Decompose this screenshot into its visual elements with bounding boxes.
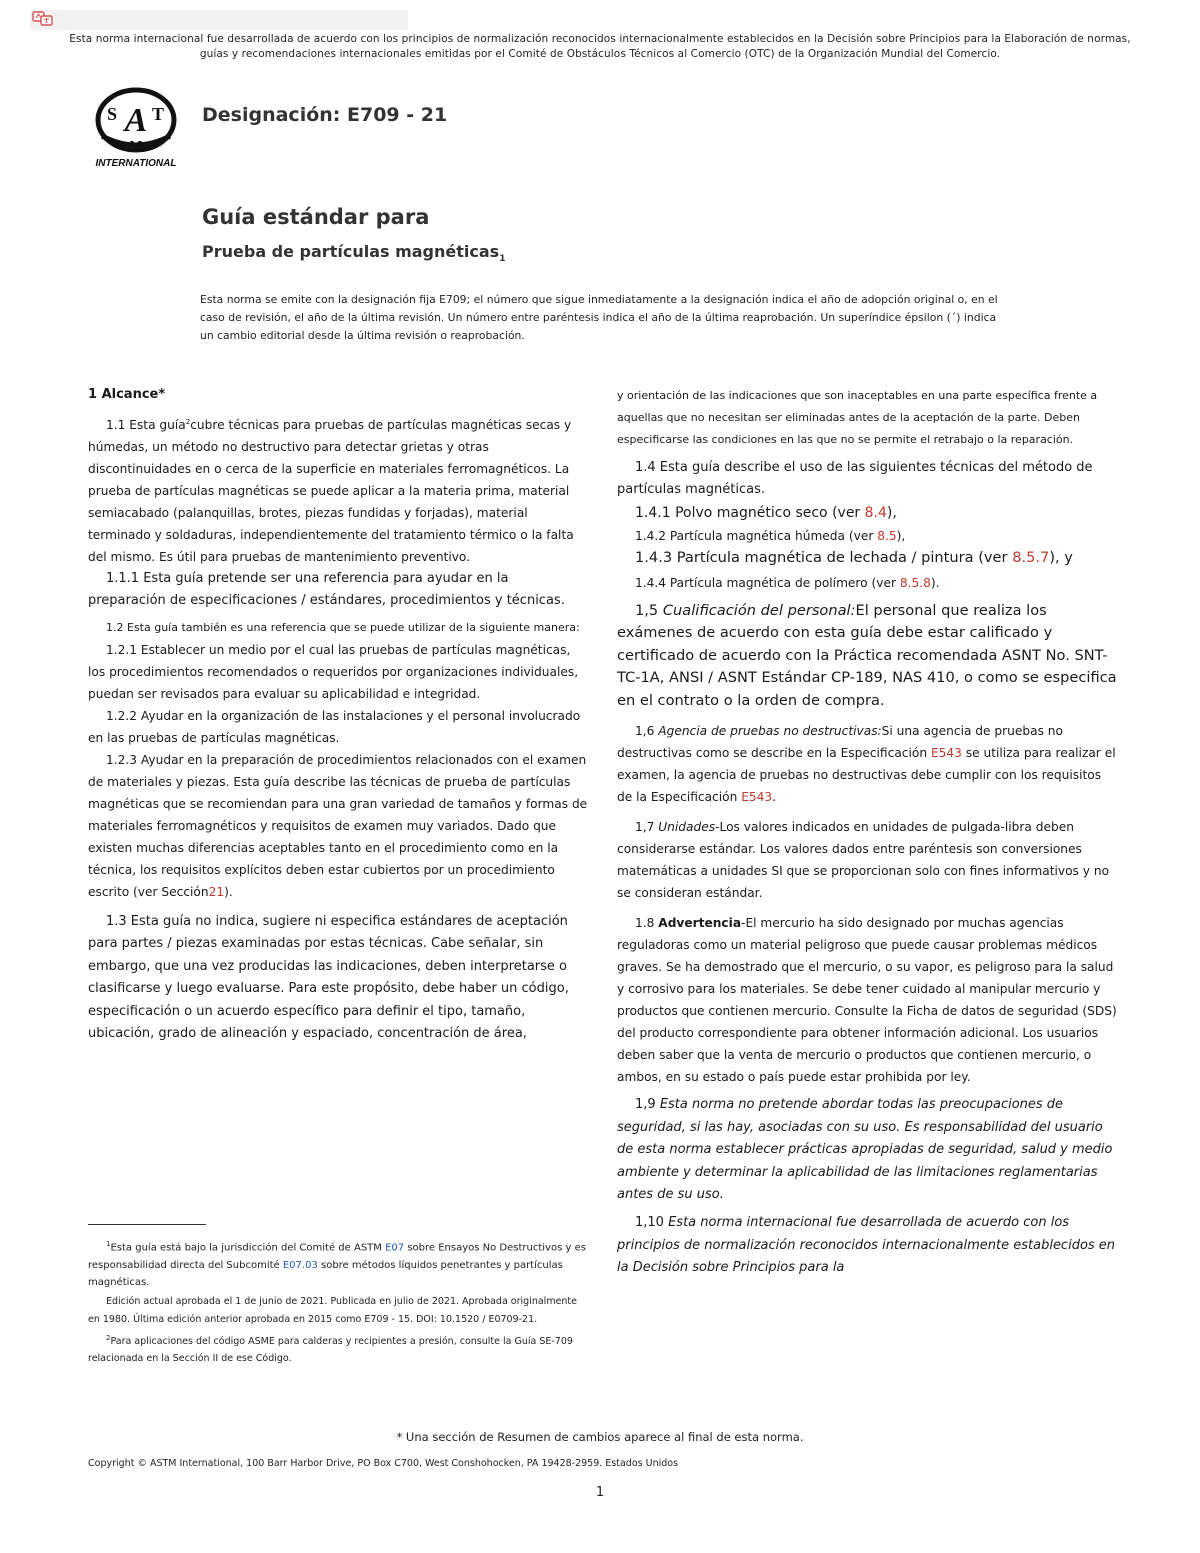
summary-of-changes-note: * Una sección de Resumen de cambios aparece al final de esta norma. [396, 1430, 804, 1444]
para-1-2-1: 1.2.1 Establecer un medio por el cual las pruebas de partículas magnéticas, los procedimientos recomendados o requeridos por organizaciones individuales, puedan ser revisados para evaluar su aplicabilidad e integridad. [88, 642, 579, 701]
footnotes [88, 1236, 588, 1368]
footnote-edition: Edición actual aprobada el 1 de junio de 2021. Publicada en julio de 2021. Aprobada originalmente en 1980. Última edición anterior aprobada en 2015 como E709 - 15. DOI: 10.1520 / E0709-21. [88, 1296, 578, 1325]
ref-e543[interactable]: E543 [741, 790, 773, 805]
para-1-5: 1,5 Cualificación del personal:El personal que realiza los exámenes de acuerdo con esta guía debe estar calificado y certificado de acuerdo con la Práctica recomendada ASNT No. SNT-TC-1A, ANSI / ASNT Estándar CP-189, NAS 410, o como se especifica en el contrato o la orden de compra. [617, 601, 1117, 709]
right-column [617, 385, 1117, 1280]
footnote-divider [88, 1224, 206, 1225]
ref-8-5-8[interactable]: 8.5.8 [899, 575, 931, 590]
para-1-3: 1.3 Esta guía no indica, sugiere ni especifica estándares de aceptación para partes / piezas examinadas por estas técnicas. Cabe señalar, sin embargo, que una vez producidas las indicaciones, deben interpretarse o clasificarse y luego evaluarse. Para este propósito, debe haber un código, especificación o un acuerdo específico para definir el tipo, tamaño, ubicación, grado de alineación y espaciado, concentración de área, [88, 913, 569, 1041]
para-1-4: 1.4 Esta guía describe el uso de las siguientes técnicas del método de partículas magnéticas. [617, 460, 1093, 498]
svg-text:INTERNATIONAL: INTERNATIONAL [95, 158, 177, 169]
svg-text:M: M [129, 139, 143, 154]
para-1-4-3: 1.4.3 Partícula magnética de lechada / pintura (ver 8.5.7), y [635, 549, 1073, 567]
para-1-1: 1.1 Esta guía$^2$cubre técnicas para pruebas de partículas magnéticas secas y húmedas, un método no destructivo para detectar grietas y otras discontinuidades en o cerca de la superficie en materiales ferromagnéticos. La prueba de partículas magnéticas se puede aplicar a la materia prima, material semiacabado (palanquillas, brotes, piezas fundidas y forjadas), material terminado y soldaduras, independientemente del tratamiento térmico o la falta del mismo. Es útil para pruebas de mantenimiento preventivo. [88, 418, 574, 565]
section-ref-21[interactable]: 21 [208, 884, 225, 899]
svg-text:A: A [124, 102, 148, 139]
title-footnote-mark: 1 [499, 254, 506, 265]
para-1-2-3: 1.2.3 Ayudar en la preparación de procedimientos relacionados con el examen de materiales y piezas. Esta guía describe las técnicas de prueba de partículas magnéticas que se recomiendan para una gran variedad de tamaños y formas de materiales ferromagnéticos y requisitos de examen muy variados. Dado que existen muchas diferencias aceptables tanto en el procedimiento como en la técnica, los requisitos explícitos deben estar cubiertos por un procedimiento escrito (ver Sección21). [88, 752, 588, 899]
left-column [88, 385, 588, 1045]
svg-text:T: T [151, 104, 165, 124]
svg-text:S: S [106, 104, 118, 124]
copyright: Copyright © ASTM International, 100 Barr Harbor Drive, PO Box C700, West Conshohocken, PA 19428-2959. Estados Unidos [88, 1458, 679, 1469]
ref-8-5-7[interactable]: 8.5.7 [1012, 549, 1050, 567]
page-number: 1 [595, 1485, 605, 1500]
designation-intro: Esta norma se emite con la designación fija E709; el número que sigue inmediatamente a la designación indica el año de adopción original o, en el caso de revisión, el año de la última revisión. Un número entre paréntesis indica el año de la última reaprobación. Un superíndice épsilon (´) indica un cambio editorial desde la última revisión o reaprobación. [200, 293, 998, 342]
para-1-4-2: 1.4.2 Partícula magnética húmeda (ver 8.5), [635, 529, 906, 544]
para-1-10: 1,10 Esta norma internacional fue desarrollada de acuerdo con los principios de normalización reconocidos internacionalmente establecidos en la Decisión sobre Principios para la [617, 1215, 1116, 1276]
footnote-2: $^2$Para aplicaciones del código ASME para calderas y recipientes a presión, consulte la Guía SE-709 relacionada en la Sección II de ese Código. [88, 1333, 573, 1365]
title-line-1: Guía estándar para [202, 205, 430, 229]
ref-8-5[interactable]: 8.5 [877, 529, 897, 544]
ref-8-4[interactable]: 8.4 [864, 504, 887, 521]
para-1-6: 1,6 Agencia de pruebas no destructivas:Si una agencia de pruebas no destructivas como se describe en la Especificación E543 se utiliza para realizar el examen, la agencia de pruebas no destructivas debe cumplir con los requisitos de la Especificación E543. [617, 724, 1116, 805]
footnote-1: $^1$Esta guía está bajo la jurisdicción del Comité de ASTM E07 sobre Ensayos No Destructivos y es responsabilidad directa del Subcomité E07.03 sobre métodos líquidos penetrantes y partículas magnéticas. [88, 1240, 586, 1288]
designation: Designación: E709 - 21 [202, 104, 448, 126]
translate-icon[interactable] [32, 11, 54, 27]
header-note: Esta norma internacional fue desarrollada de acuerdo con los principios de normalización reconocidos internacionalmente establecidos en la Decisión sobre Principios para la Elaboración de normas, guías y recomendaciones internacionales emitidas por el Comité de Obstáculos Técnicos al Comercio (OTC) de la Organización Mundial del Comercio. [69, 33, 1131, 60]
link-e07-03[interactable]: E07.03 [282, 1259, 318, 1271]
section-heading-scope: 1 Alcance* [88, 387, 166, 402]
toolbar [30, 10, 408, 30]
para-1-3-continued: y orientación de las indicaciones que son inaceptables en una parte específica frente a aquellas que no necesitan ser eliminadas antes de la aceptación de la parte. Deben especificarse las condiciones en las que no se permite el retrabajo o la reparación. [617, 389, 1098, 446]
astm-logo [88, 84, 188, 170]
para-1-2-2: 1.2.2 Ayudar en la organización de las instalaciones y el personal involucrado en las pruebas de partículas magnéticas. [88, 708, 581, 745]
para-1-8: 1.8 Advertencia-El mercurio ha sido designado por muchas agencias reguladoras como un material peligroso que puede causar problemas médicos graves. Se ha demostrado que el mercurio, o su vapor, es peligroso para la salud y corrosivo para los materiales. Se debe tener cuidado al manipular mercurio y productos que contienen mercurio. Consulte la Ficha de datos de seguridad (SDS) del producto correspondiente para obtener información adicional. Los usuarios deben saber que la venta de mercurio o productos que contienen mercurio, o ambos, en su estado o país puede estar prohibida por ley. [617, 916, 1117, 1085]
ref-e543[interactable]: E543 [930, 746, 962, 761]
link-e07[interactable]: E07 [385, 1242, 405, 1254]
para-1-4-1: 1.4.1 Polvo magnético seco (ver 8.4), [635, 504, 897, 521]
para-1-1-1: 1.1.1 Esta guía pretende ser una referencia para ayudar en la preparación de especificaciones / estándares, procedimientos y técnicas. [88, 571, 565, 609]
para-1-4-4: 1.4.4 Partícula magnética de polímero (ver 8.5.8). [635, 575, 940, 590]
para-1-9: 1,9 Esta norma no pretende abordar todas las preocupaciones de seguridad, si las hay, asociadas con su uso. Es responsabilidad del usuario de esta norma establecer prácticas apropiadas de seguridad, salud y medio ambiente y determinar la aplicabilidad de las limitaciones reglamentarias antes de su uso. [617, 1097, 1113, 1202]
para-1-2: 1.2 Esta guía también es una referencia que se puede utilizar de la siguiente manera: [106, 620, 580, 634]
title-line-2: Prueba de partículas magnéticas$_1$ [202, 242, 506, 265]
para-1-7: 1,7 Unidades-Los valores indicados en unidades de pulgada-libra deben considerarse estándar. Los valores dados entre paréntesis son conversiones matemáticas a unidades SI que se proporcionan solo con fines informativos y no se consideran estándar. [617, 820, 1110, 901]
